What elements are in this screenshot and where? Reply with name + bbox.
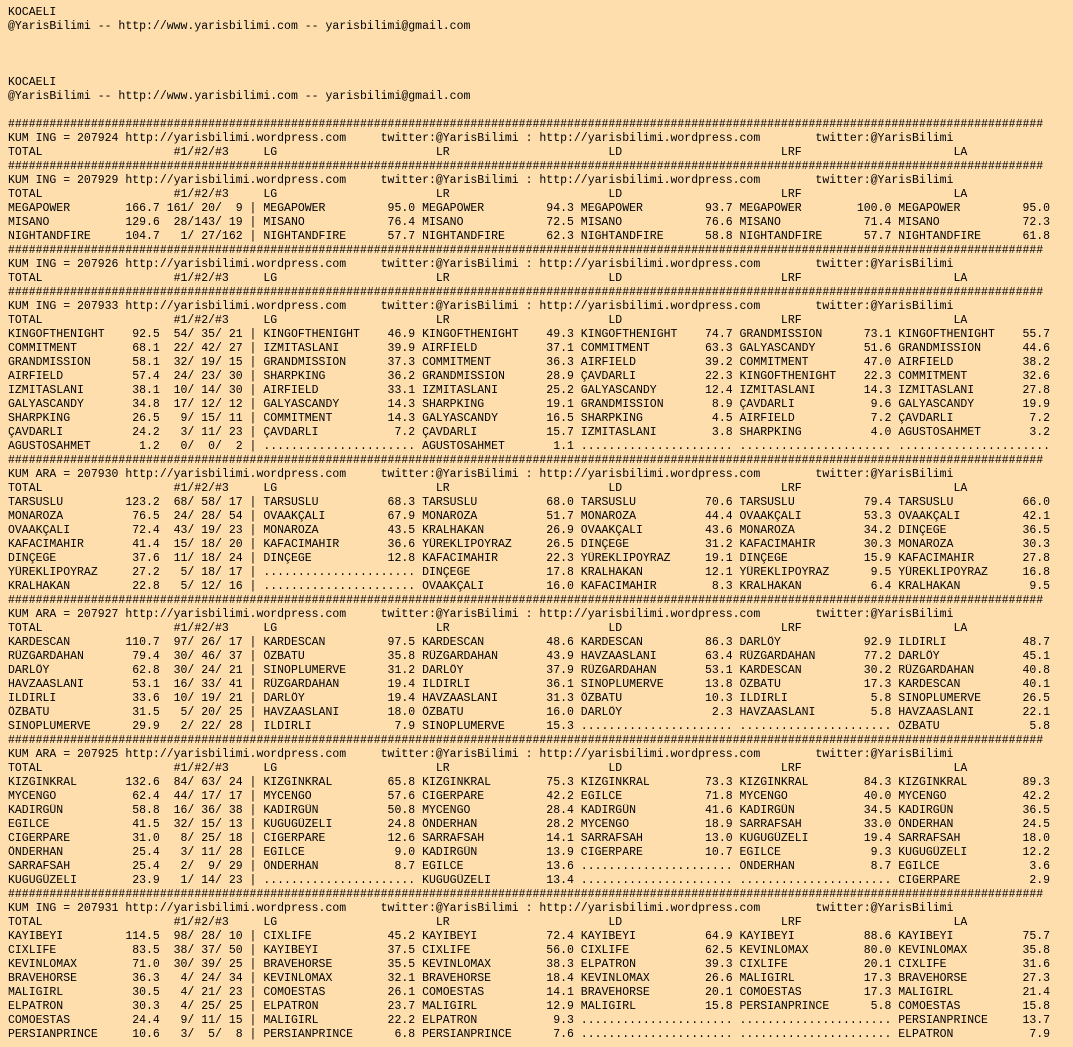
header-contact: @YarisBilimi -- http://www.yarisbilimi.com -- yarisbilimi@gmail.com bbox=[8, 20, 471, 33]
horse-row: HAVZAASLANI 53.1 16/ 33/ 41 | RÜZGARDAHAN 19.4 ILDIRLI 36.1 SINOPLUMERVE 13.8 ÖZBATU 17.3 KARDESCAN 40.1 bbox=[8, 678, 1051, 691]
column-header: TOTAL #1/#2/#3 LG LR LD LRF LA bbox=[8, 314, 968, 327]
horse-row: COMMITMENT 68.1 22/ 42/ 27 | IZMITASLANI 39.9 AIRFIELD 37.1 COMMITMENT 63.3 GALYASCANDY 51.6 GRANDMISSION 44.6 bbox=[8, 342, 1051, 355]
horse-row: KADIRGÜN 58.8 16/ 36/ 38 | KADIRGÜN 50.8 MYCENGO 28.4 KADIRGÜN 41.6 KADIRGÜN 34.5 KADIRGÜN 36.5 bbox=[8, 804, 1051, 817]
horse-row: ÖNDERHAN 25.4 3/ 11/ 28 | EGILCE 9.0 KADIRGÜN 13.9 CIGERPARE 10.7 EGILCE 9.3 KUGUGÜZELI 12.2 bbox=[8, 846, 1051, 859]
column-header: TOTAL #1/#2/#3 LG LR LD LRF LA bbox=[8, 188, 968, 201]
horse-row: DINÇEGE 37.6 11/ 18/ 24 | DINÇEGE 12.8 KAFACIMAHIR 22.3 YÜREKLIPOYRAZ 19.1 DINÇEGE 15.9 KAFACIMAHIR 27.8 bbox=[8, 552, 1051, 565]
horse-row: SHARPKING 26.5 9/ 15/ 11 | COMMITMENT 14.3 GALYASCANDY 16.5 SHARPKING 4.5 AIRFIELD 7.2 ÇAVDARLI 7.2 bbox=[8, 412, 1051, 425]
horse-row: KAYIBEYI 114.5 98/ 28/ 10 | CIXLIFE 45.2 KAYIBEYI 72.4 KAYIBEYI 64.9 KAYIBEYI 88.6 KAYIBEYI 75.7 bbox=[8, 930, 1051, 943]
horse-row: RÜZGARDAHAN 79.4 30/ 46/ 37 | ÖZBATU 35.8 RÜZGARDAHAN 43.9 HAVZAASLANI 63.4 RÜZGARDAHAN 77.2 DARLÖY 45.1 bbox=[8, 650, 1051, 663]
horse-row: KRALHAKAN 22.8 5/ 12/ 16 | ...................... OVAAKÇALI 16.0 KAFACIMAHIR 8.3 KRALHAKAN 6.4 KRALHAKAN 9.5 bbox=[8, 580, 1051, 593]
separator-line: ###################################################################################################################################################### bbox=[8, 594, 1044, 607]
race-title: KUM ARA = 207930 http://yarisbilimi.wordpress.com twitter:@YarisBilimi : http://yarisbilimi.wordpress.com twitter:@YarisBilimi bbox=[8, 468, 954, 481]
column-header: TOTAL #1/#2/#3 LG LR LD LRF LA bbox=[8, 622, 968, 635]
race-title: KUM ING = 207931 http://yarisbilimi.wordpress.com twitter:@YarisBilimi : http://yarisbilimi.wordpress.com twitter:@YarisBilimi bbox=[8, 902, 954, 915]
spacer-line bbox=[8, 104, 1073, 118]
horse-row: KINGOFTHENIGHT 92.5 54/ 35/ 21 | KINGOFTHENIGHT 46.9 KINGOFTHENIGHT 49.3 KINGOFTHENIGHT 74.7 GRANDMISSION 73.1 KINGOFTHENIGHT 55.7 bbox=[8, 328, 1051, 341]
horse-row: MYCENGO 62.4 44/ 17/ 17 | MYCENGO 57.6 CIGERPARE 42.2 EGILCE 71.8 MYCENGO 40.0 MYCENGO 42.2 bbox=[8, 790, 1051, 803]
column-header: TOTAL #1/#2/#3 LG LR LD LRF LA bbox=[8, 146, 968, 159]
horse-row: TARSUSLU 123.2 68/ 58/ 17 | TARSUSLU 68.3 TARSUSLU 68.0 TARSUSLU 70.6 TARSUSLU 79.4 TARSUSLU 66.0 bbox=[8, 496, 1051, 509]
race-title: KUM ING = 207929 http://yarisbilimi.wordpress.com twitter:@YarisBilimi : http://yarisbilimi.wordpress.com twitter:@YarisBilimi bbox=[8, 174, 954, 187]
column-header: TOTAL #1/#2/#3 LG LR LD LRF LA bbox=[8, 272, 968, 285]
column-header: TOTAL #1/#2/#3 LG LR LD LRF LA bbox=[8, 916, 968, 929]
horse-row: YÜREKLIPOYRAZ 27.2 5/ 18/ 17 | ...................... DINÇEGE 17.8 KRALHAKAN 12.1 YÜREKLIPOYRAZ 9.5 YÜREKLIPOYRAZ 16.8 bbox=[8, 566, 1051, 579]
horse-row: EGILCE 41.5 32/ 15/ 13 | KUGUGÜZELI 24.8 ÖNDERHAN 28.2 MYCENGO 18.9 SARRAFSAH 33.0 ÖNDERHAN 24.5 bbox=[8, 818, 1051, 831]
horse-row: ILDIRLI 33.6 10/ 19/ 21 | DARLÖY 19.4 HAVZAASLANI 31.3 ÖZBATU 10.3 ILDIRLI 5.8 SINOPLUMERVE 26.5 bbox=[8, 692, 1051, 705]
horse-row: BRAVEHORSE 36.3 4/ 24/ 34 | KEVINLOMAX 32.1 BRAVEHORSE 18.4 KEVINLOMAX 26.6 MALIGIRL 17.3 BRAVEHORSE 27.3 bbox=[8, 972, 1051, 985]
horse-row: ÖZBATU 31.5 5/ 20/ 25 | HAVZAASLANI 18.0 ÖZBATU 16.0 DARLÖY 2.3 HAVZAASLANI 5.8 HAVZAASLANI 22.1 bbox=[8, 706, 1051, 719]
horse-row: CIGERPARE 31.0 8/ 25/ 18 | CIGERPARE 12.6 SARRAFSAH 14.1 SARRAFSAH 13.0 KUGUGÜZELI 19.4 SARRAFSAH 18.0 bbox=[8, 832, 1051, 845]
horse-row: ELPATRON 30.3 4/ 25/ 25 | ELPATRON 23.7 MALIGIRL 12.9 MALIGIRL 15.8 PERSIANPRINCE 5.8 COMOESTAS 15.8 bbox=[8, 1000, 1051, 1013]
horse-row: GRANDMISSION 58.1 32/ 19/ 15 | GRANDMISSION 37.3 COMMITMENT 36.3 AIRFIELD 39.2 COMMITMENT 47.0 AIRFIELD 38.2 bbox=[8, 356, 1051, 369]
horse-row: KARDESCAN 110.7 97/ 26/ 17 | KARDESCAN 97.5 KARDESCAN 48.6 KARDESCAN 86.3 DARLÖY 92.9 ILDIRLI 48.7 bbox=[8, 636, 1051, 649]
separator-line: ###################################################################################################################################################### bbox=[8, 286, 1044, 299]
column-header: TOTAL #1/#2/#3 LG LR LD LRF LA bbox=[8, 762, 968, 775]
separator-line: ###################################################################################################################################################### bbox=[8, 734, 1044, 747]
separator-line: ###################################################################################################################################################### bbox=[8, 244, 1044, 257]
horse-row: NIGHTANDFIRE 104.7 1/ 27/162 | NIGHTANDFIRE 57.7 NIGHTANDFIRE 62.3 NIGHTANDFIRE 58.8 NIGHTANDFIRE 57.7 NIGHTANDFIRE 61.8 bbox=[8, 230, 1051, 243]
horse-row: KAFACIMAHIR 41.4 15/ 18/ 20 | KAFACIMAHIR 36.6 YÜREKLIPOYRAZ 26.5 DINÇEGE 31.2 KAFACIMAHIR 30.3 MONAROZA 30.3 bbox=[8, 538, 1051, 551]
separator-line: ###################################################################################################################################################### bbox=[8, 888, 1044, 901]
race-title: KUM ING = 207926 http://yarisbilimi.wordpress.com twitter:@YarisBilimi : http://yarisbilimi.wordpress.com twitter:@YarisBilimi bbox=[8, 258, 954, 271]
horse-row: DARLÖY 62.8 30/ 24/ 21 | SINOPLUMERVE 31.2 DARLÖY 37.9 RÜZGARDAHAN 53.1 KARDESCAN 30.2 RÜZGARDAHAN 40.8 bbox=[8, 664, 1051, 677]
race-title: KUM ING = 207924 http://yarisbilimi.wordpress.com twitter:@YarisBilimi : http://yarisbilimi.wordpress.com twitter:@YarisBilimi bbox=[8, 132, 954, 145]
race-title: KUM ING = 207933 http://yarisbilimi.wordpress.com twitter:@YarisBilimi : http://yarisbilimi.wordpress.com twitter:@YarisBilimi bbox=[8, 300, 954, 313]
race-title: KUM ARA = 207927 http://yarisbilimi.wordpress.com twitter:@YarisBilimi : http://yarisbilimi.wordpress.com twitter:@YarisBilimi bbox=[8, 608, 954, 621]
horse-row: COMOESTAS 24.4 9/ 11/ 15 | MALIGIRL 22.2 ELPATRON 9.3 ...................... ...................... PERSIANPRINCE 13.7 bbox=[8, 1014, 1051, 1027]
column-header: TOTAL #1/#2/#3 LG LR LD LRF LA bbox=[8, 482, 968, 495]
horse-row: KEVINLOMAX 71.0 30/ 39/ 25 | BRAVEHORSE 35.5 KEVINLOMAX 38.3 ELPATRON 39.3 CIXLIFE 20.1 CIXLIFE 31.6 bbox=[8, 958, 1051, 971]
horse-row: SINOPLUMERVE 29.9 2/ 22/ 28 | ILDIRLI 7.9 SINOPLUMERVE 15.3 ...................... ...................... ÖZBATU 5.8 bbox=[8, 720, 1051, 733]
horse-row: MONAROZA 76.5 24/ 28/ 54 | OVAAKÇALI 67.9 MONAROZA 51.7 MONAROZA 44.4 OVAAKÇALI 53.3 OVAAKÇALI 42.1 bbox=[8, 510, 1051, 523]
horse-row: MEGAPOWER 166.7 161/ 20/ 9 | MEGAPOWER 95.0 MEGAPOWER 94.3 MEGAPOWER 93.7 MEGAPOWER 100.0 MEGAPOWER 95.0 bbox=[8, 202, 1051, 215]
header-contact: @YarisBilimi -- http://www.yarisbilimi.com -- yarisbilimi@gmail.com bbox=[8, 90, 471, 103]
race-blocks bbox=[8, 118, 1073, 1042]
separator-line: ###################################################################################################################################################### bbox=[8, 118, 1044, 131]
horse-row: SARRAFSAH 25.4 2/ 9/ 29 | ÖNDERHAN 8.7 EGILCE 13.6 ...................... ÖNDERHAN 8.7 EGILCE 3.6 bbox=[8, 860, 1051, 873]
separator-line: ###################################################################################################################################################### bbox=[8, 160, 1044, 173]
race-title: KUM ARA = 207925 http://yarisbilimi.wordpress.com twitter:@YarisBilimi : http://yarisbilimi.wordpress.com twitter:@YarisBilimi bbox=[8, 748, 954, 761]
horse-row: IZMITASLANI 38.1 10/ 14/ 30 | AIRFIELD 33.1 IZMITASLANI 25.2 GALYASCANDY 12.4 IZMITASLANI 14.3 IZMITASLANI 27.8 bbox=[8, 384, 1051, 397]
horse-row: MISANO 129.6 28/143/ 19 | MISANO 76.4 MISANO 72.5 MISANO 76.6 MISANO 71.4 MISANO 72.3 bbox=[8, 216, 1051, 229]
horse-row: AIRFIELD 57.4 24/ 23/ 30 | SHARPKING 36.2 GRANDMISSION 28.9 ÇAVDARLI 22.3 KINGOFTHENIGHT 22.3 COMMITMENT 32.6 bbox=[8, 370, 1051, 383]
header-city: KOCAELI bbox=[8, 76, 57, 89]
separator-line: ###################################################################################################################################################### bbox=[8, 454, 1044, 467]
horse-row: KIZGINKRAL 132.6 84/ 63/ 24 | KIZGINKRAL 65.8 KIZGINKRAL 75.3 KIZGINKRAL 73.3 KIZGINKRAL 84.3 KIZGINKRAL 89.3 bbox=[8, 776, 1051, 789]
horse-row: GALYASCANDY 34.8 17/ 12/ 12 | GALYASCANDY 14.3 SHARPKING 19.1 GRANDMISSION 8.9 ÇAVDARLI 9.6 GALYASCANDY 19.9 bbox=[8, 398, 1051, 411]
horse-row: PERSIANPRINCE 10.6 3/ 5/ 8 | PERSIANPRINCE 6.8 PERSIANPRINCE 7.6 ...................... ...................... ELPATRON 7.9 bbox=[8, 1028, 1051, 1041]
header-city: KOCAELI bbox=[8, 6, 57, 19]
horse-row: ÇAVDARLI 24.2 3/ 11/ 23 | ÇAVDARLI 7.2 ÇAVDARLI 15.7 IZMITASLANI 3.8 SHARPKING 4.0 AGUSTOSAHMET 3.2 bbox=[8, 426, 1051, 439]
spacer bbox=[8, 34, 1073, 76]
horse-row: KUGUGÜZELI 23.9 1/ 14/ 23 | ...................... KUGUGÜZELI 13.4 ...................... ...................... CIGERPARE 2.9 bbox=[8, 874, 1051, 887]
horse-row: MALIGIRL 30.5 4/ 21/ 23 | COMOESTAS 26.1 COMOESTAS 14.1 BRAVEHORSE 20.1 COMOESTAS 17.3 MALIGIRL 21.4 bbox=[8, 986, 1051, 999]
horse-row: AGUSTOSAHMET 1.2 0/ 0/ 2 | ...................... AGUSTOSAHMET 1.1 ...................... ...................... ...................... bbox=[8, 440, 1051, 453]
horse-row: CIXLIFE 83.5 38/ 37/ 50 | KAYIBEYI 37.5 CIXLIFE 56.0 CIXLIFE 62.5 KEVINLOMAX 80.0 KEVINLOMAX 35.8 bbox=[8, 944, 1051, 957]
horse-row: OVAAKÇALI 72.4 43/ 19/ 23 | MONAROZA 43.5 KRALHAKAN 26.9 OVAAKÇALI 43.6 MONAROZA 34.2 DINÇEGE 36.5 bbox=[8, 524, 1051, 537]
